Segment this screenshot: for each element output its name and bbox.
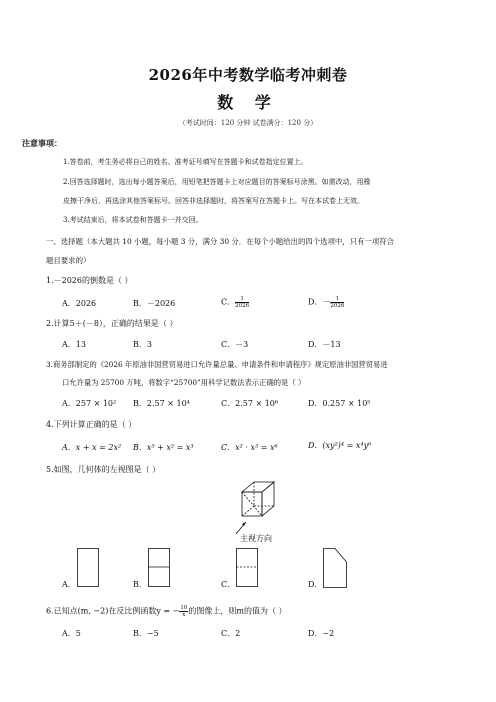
q1-option-a: A．2026 (62, 299, 97, 308)
exam-title: 2026年中考数学临考冲刺卷 (148, 66, 348, 84)
q5-view-label: 主视方向 (240, 534, 272, 543)
q6-stem-part-a: 6.已知点(m, −2)在反比例函数y = − (46, 606, 180, 616)
q1-option-d-letter: D．－ (308, 297, 331, 307)
fraction-denominator: 2026 (235, 303, 250, 309)
q5-solid-figure (232, 478, 292, 538)
fraction-numerator: 1 (235, 296, 249, 303)
q2-option-b: B．3 (133, 340, 152, 349)
q3-option-a: A．257 × 10² (62, 399, 117, 408)
notice-item-2-cont: 皮擦干净后，再选涂其他答案标号。回答非选择题时，将答案写在答题卡上。写在本试卷上无效。 (63, 197, 364, 205)
q4-option-a: A．x + x = 2x² (62, 443, 122, 452)
notice-heading: 注意事项： (22, 138, 62, 148)
q3-option-d: D．0.257 × 10⁵ (308, 399, 371, 408)
q6-option-b: B．−5 (133, 629, 159, 638)
q3-option-c: C．2.57 × 10⁶ (221, 399, 279, 408)
notice-item-3: 3.考试结束后，将本试卷和答题卡一并交回。 (63, 216, 203, 224)
subject-title: 数 学 (217, 93, 279, 112)
q5-option-a-figure (77, 548, 99, 588)
q6-option-c: C．2 (221, 629, 241, 638)
q1-option-c-fraction (235, 296, 249, 309)
fraction-denominator: x (182, 612, 186, 618)
q5-option-c: C． (221, 580, 236, 589)
exam-info: （考试时间：120 分钟 试卷满分：120 分） (178, 119, 318, 127)
q3-stem-cont: 口允许量为 25700 万吨，将数字“25700”用科学记数法表示正确的是（ ） (62, 378, 306, 387)
q5-stem: 5.如图，几何体的左视图是（ ） (46, 465, 161, 474)
q1-option-d-fraction (330, 296, 344, 309)
q2-option-d: D．－13 (308, 340, 341, 349)
q6-fraction (179, 605, 188, 618)
q5-option-d-figure (323, 548, 347, 588)
q1-option-c (221, 296, 249, 309)
q1-option-d (308, 296, 344, 309)
notice-item-1: 1.答卷前，考生务必将自己的姓名、准考证号填写在答题卡和试卷指定位置上。 (63, 158, 308, 166)
q5-option-c-figure (236, 548, 258, 588)
fraction-numerator: 10 (180, 605, 188, 611)
q5-option-b: B． (133, 580, 147, 589)
q5-option-a: A． (62, 580, 76, 589)
q4-option-d: D．(xy²)⁴ = x⁴y⁶ (308, 441, 372, 450)
q1-option-c-letter: C． (221, 297, 236, 307)
notice-item-2: 2.回答选择题时，选出每小题答案后，用铅笔把答题卡上对应题目的答案标号涂黑。如需改动，用橡 (63, 178, 371, 186)
q3-stem: 3.商务部制定的《2026 年原油非国营贸易进口允许量总量、申请条件和申请程序》规定原油非国营贸易进 (46, 360, 388, 369)
q4-option-c: C．x² · x³ = x⁶ (221, 443, 278, 452)
q3-option-b: B．2.57 × 10⁴ (133, 399, 190, 408)
q6-option-d: D．−2 (308, 629, 335, 638)
q5-option-b-figure (148, 548, 170, 588)
section-1-heading: 一、选择题（本大题共 10 小题，每小题 3 分，满分 30 分．在每个小题给出的四个选项中，只有一项符合 (46, 237, 395, 246)
q5-option-d: D． (308, 580, 323, 589)
fraction-denominator: 2026 (330, 303, 345, 309)
section-1-heading-cont: 题目要求的） (46, 256, 91, 265)
q6-stem (46, 605, 287, 618)
q1-stem: 1.－2026的倒数是（ ） (46, 276, 133, 285)
q2-option-c: C．－3 (221, 340, 249, 349)
q6-option-a: A．5 (62, 629, 81, 638)
q1-option-b: B．－2026 (133, 299, 176, 308)
q4-option-b: B．x⁵ + x² = x³ (133, 443, 194, 452)
q2-option-a: A．13 (62, 340, 86, 349)
q6-stem-part-b: 的图像上，则m的值为（ ） (188, 606, 287, 616)
q2-stem: 2.计算5＋(－8），正确的结果是（ ） (46, 319, 178, 328)
q4-stem: 4.下列计算正确的是（ ） (46, 420, 137, 429)
fraction-numerator: 1 (330, 296, 344, 303)
